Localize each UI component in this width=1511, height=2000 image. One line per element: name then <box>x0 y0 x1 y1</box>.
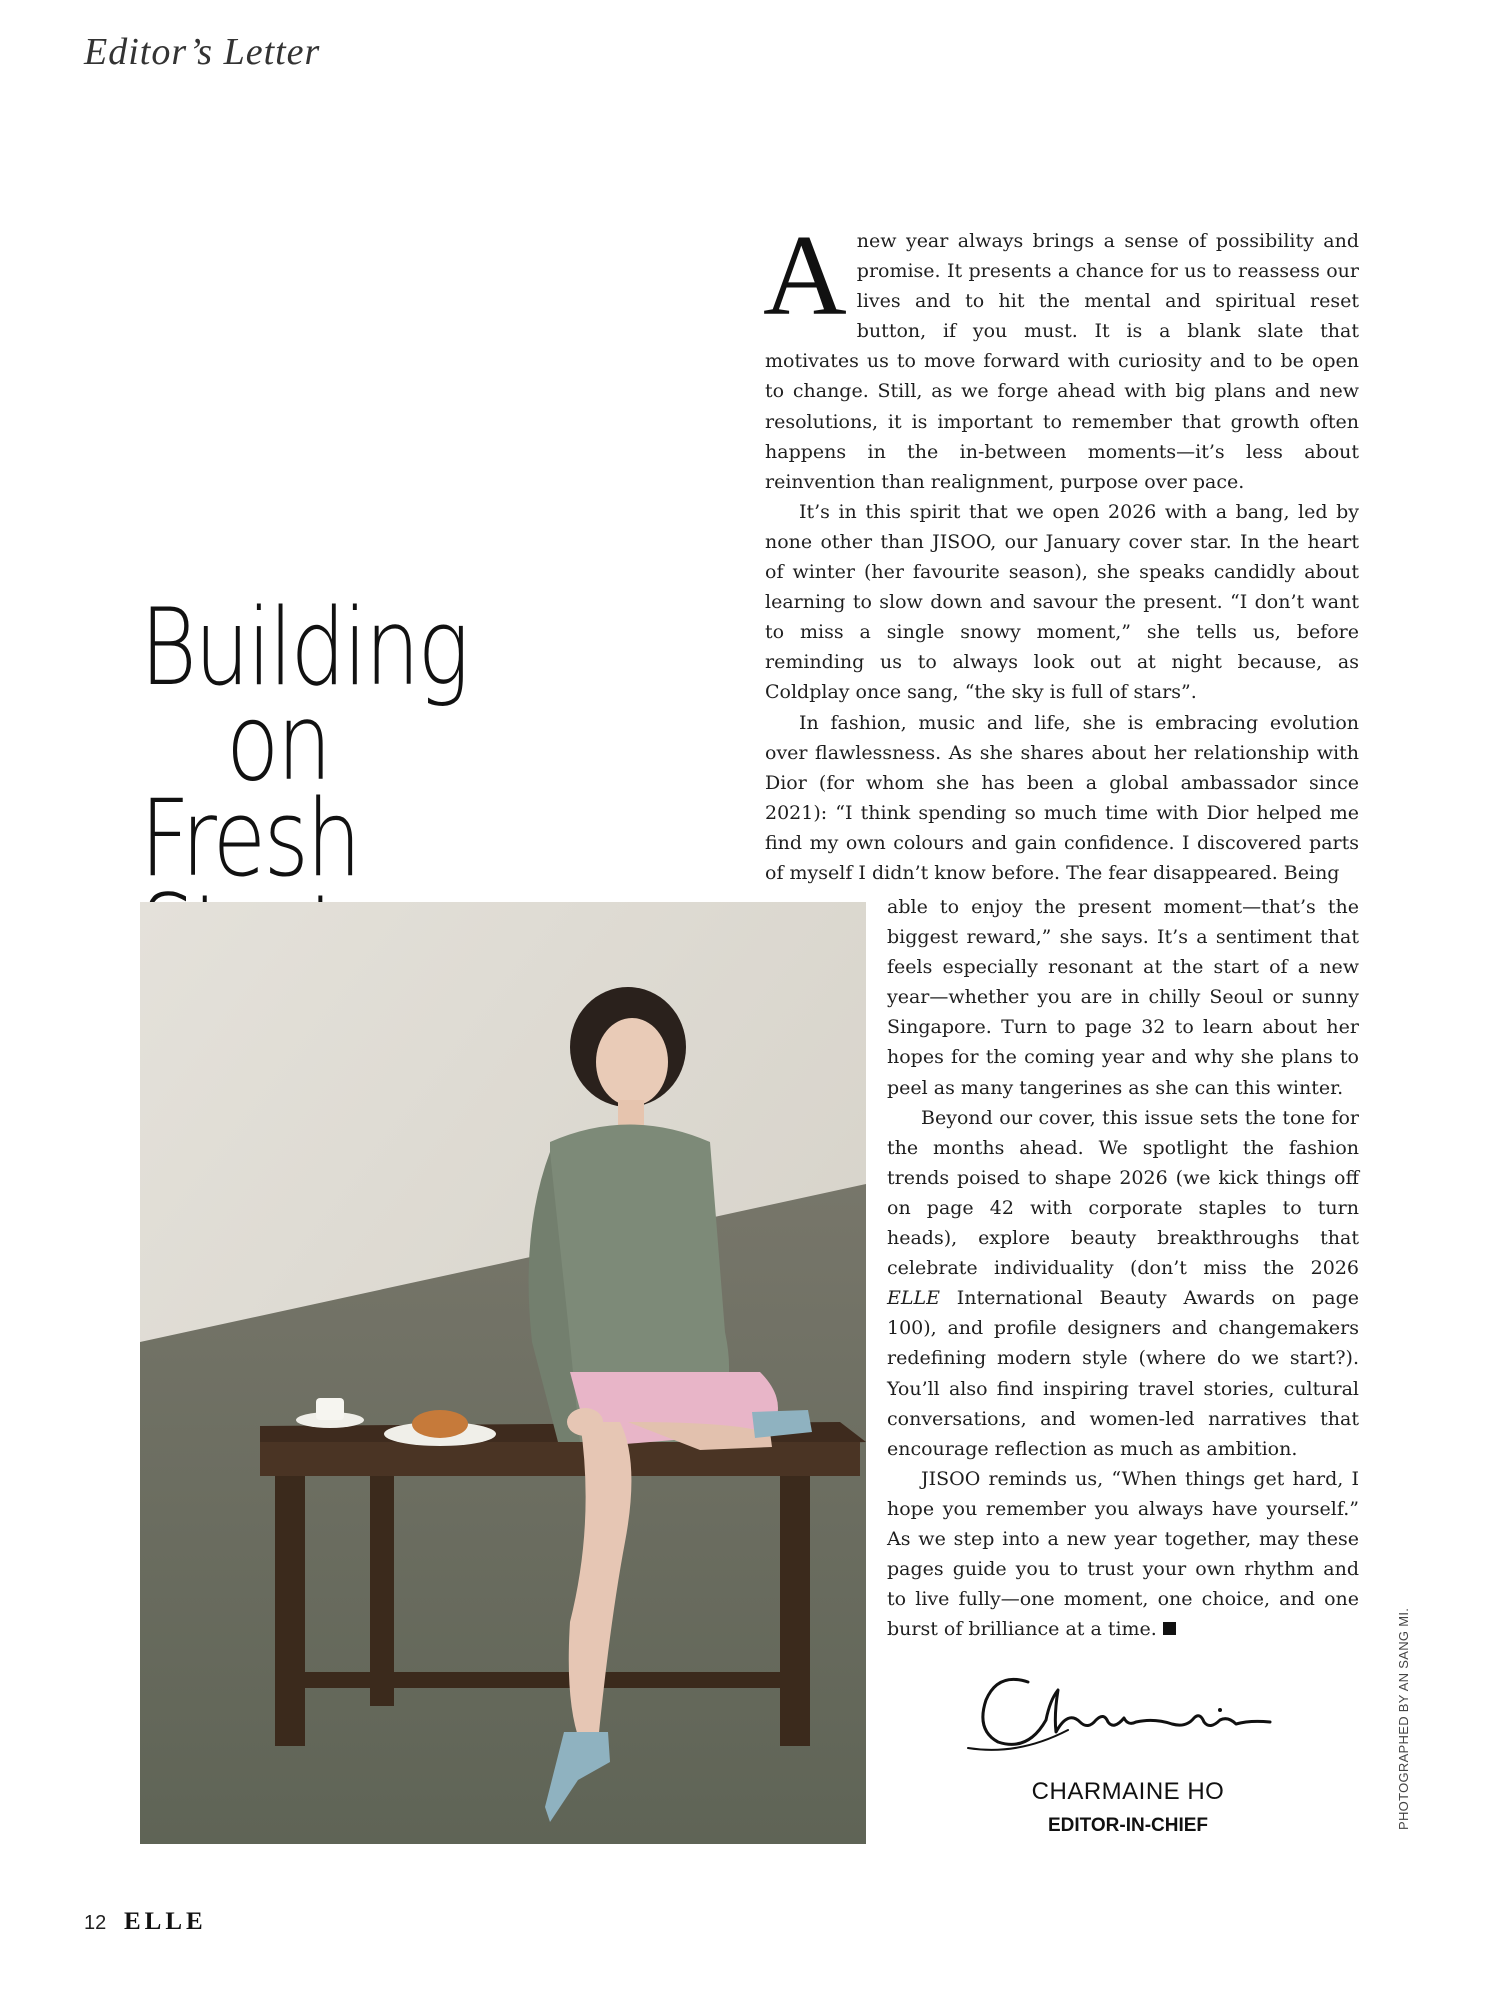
letter-paragraph-4 <box>887 1103 1359 1464</box>
brand-logo: ELLE <box>124 1908 207 1935</box>
paragraph-4-magazine-name: ELLE <box>887 1287 940 1310</box>
section-label: Editor’s Letter <box>84 31 321 73</box>
end-mark-icon <box>1163 1622 1176 1635</box>
signature-image <box>958 1660 1298 1770</box>
letter-paragraph-3b: able to enjoy the present moment—that’s the biggest reward,” she says. It’s a sentiment that feels especially resonant at the start of a new year—whether you are in chilly Seoul or sunny Singapore. Turn to page 32 to learn about her hopes for the coming year and why she plans to peel as many tangerines as she can this winter. <box>887 896 1359 1099</box>
paragraph-5-text: JISOO reminds us, “When things get hard, I hope you remember you always have yourself.” As we step into a new year together, may these pages guide you to trust your own rhythm and to live fully—one moment, one choice, and one burst of brilliance at a time. <box>887 1467 1359 1641</box>
paragraph-4-text-a: Beyond our cover, this issue sets the tone for the months ahead. We spotlight the fashion trends poised to shape 2026 (we kick things off on page 42 with corporate staples to turn heads), explore beauty breakthroughs that celebrate individuality (don’t miss the 2026 <box>887 1106 1359 1280</box>
paragraph-4-text-b: International Beauty Awards on page 100), and profile designers and changemakers redefining modern style (where do we start?). You’ll also find inspiring travel stories, cultural conversations, and women-led narratives that encourage reflection as much as ambition. <box>887 1287 1359 1460</box>
headline-line-1: Building <box>140 586 468 709</box>
drop-cap: A <box>763 212 847 340</box>
letter-paragraph-1 <box>763 212 1359 497</box>
letter-column-top <box>763 212 1359 888</box>
cover-star-photo <box>140 902 866 1844</box>
photo-credit: PHOTOGRAPHED BY AN SANG MI. <box>1396 1607 1411 1830</box>
signoff-title: EDITOR-IN-CHIEF <box>1047 1815 1209 1836</box>
paragraph-1-text: new year always brings a sense of possibility and promise. It presents a chance for us to reassess our lives and to hit the mental and spiritual reset button, if you must. It is a blank slate that motivates us to move forward with curiosity and to be open to change. Still, as we forge ahead with big plans and new resolutions, it is important to remember that growth often happens in the in-between moments—it’s less about reinvention than realignment, purpose over pace. <box>765 230 1359 493</box>
letter-paragraph-5 <box>887 1464 1359 1645</box>
page-number: 12 <box>84 1912 107 1934</box>
letter-paragraph-3a: In fashion, music and life, she is embracing evolution over flawlessness. As she shares about her relationship with Dior (for whom she has been a global ambassador since 2021): “I think spending so much time with Dior helped me find my own colours and gain confidence. I discovered parts of myself I didn’t know before. The fear disappeared. Being <box>765 711 1359 884</box>
headline-line-3: Fresh <box>140 776 360 900</box>
headline-line-2: on <box>226 681 330 805</box>
signoff-name: CHARMAINE HO <box>1031 1778 1225 1805</box>
letter-column-bottom <box>887 892 1359 1644</box>
letter-paragraph-2: It’s in this spirit that we open 2026 with a bang, led by none other than JISOO, our January cover star. In the heart of winter (her favourite season), she speaks candidly about learning to slow down and savour the present. “I don’t want to miss a single snowy moment,” she tells us, before reminding us to always look out at night because, as Coldplay once sang, “the sky is full of stars”. <box>765 500 1359 704</box>
